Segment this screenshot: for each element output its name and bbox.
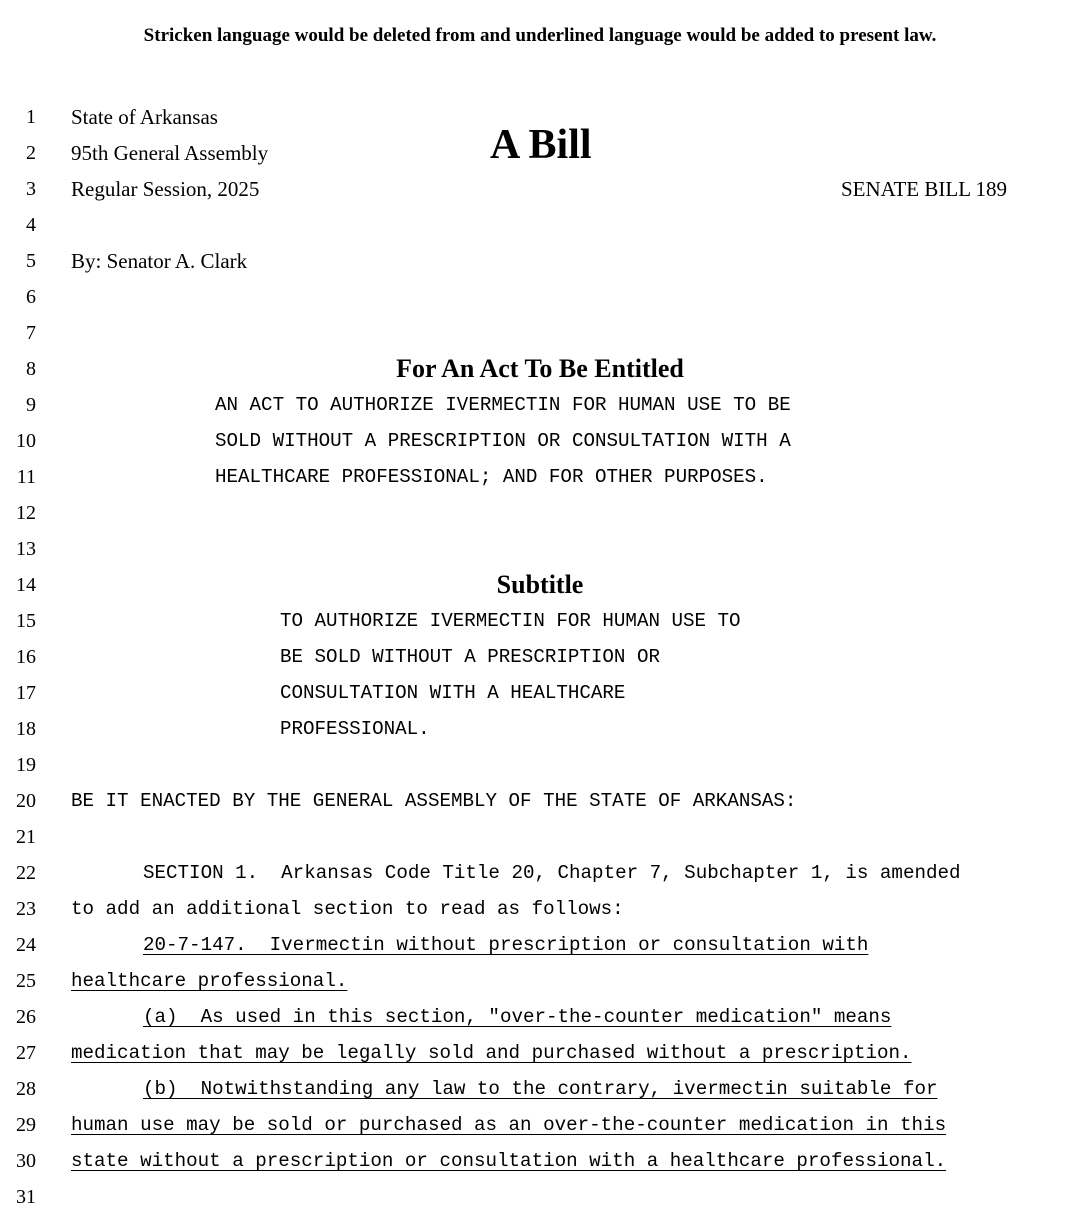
line-number: 6 — [26, 286, 36, 308]
subsection-a: (a) As used in this section, "over-the-counter medication" means — [143, 1006, 892, 1028]
general-assembly: 95th General Assembly — [71, 141, 269, 165]
state-name: State of Arkansas — [71, 105, 218, 129]
act-title-line: HEALTHCARE PROFESSIONAL; AND FOR OTHER PURPOSES. — [215, 466, 768, 488]
act-title-line: AN ACT TO AUTHORIZE IVERMECTIN FOR HUMAN USE TO BE — [215, 394, 791, 416]
session: Regular Session, 2025 — [71, 177, 260, 201]
line-number: 23 — [16, 898, 36, 920]
act-title-line: SOLD WITHOUT A PRESCRIPTION OR CONSULTATION WITH A — [215, 430, 791, 452]
line-number: 27 — [16, 1042, 36, 1064]
line-number: 8 — [26, 358, 36, 380]
line-number: 10 — [16, 430, 36, 452]
line-number: 18 — [16, 718, 36, 740]
line-number: 28 — [16, 1078, 36, 1100]
line-number: 1 — [26, 106, 36, 128]
line-number: 31 — [16, 1186, 36, 1208]
line-number: 14 — [16, 574, 36, 596]
line-number: 17 — [16, 682, 36, 704]
document-type-title: A Bill — [490, 122, 592, 168]
subsection-b: state without a prescription or consultation with a healthcare professional. — [71, 1150, 947, 1172]
line-number: 9 — [26, 394, 36, 416]
subsection-b: human use may be sold or purchased as an over-the-counter medication in this — [71, 1114, 947, 1136]
subtitle-line: TO AUTHORIZE IVERMECTIN FOR HUMAN USE TO — [280, 610, 741, 632]
new-code-section-heading: healthcare professional. — [71, 970, 348, 992]
sponsor: By: Senator A. Clark — [71, 249, 248, 273]
new-code-section-heading: 20-7-147. Ivermectin without prescription or consultation with — [143, 934, 869, 956]
line-number: 22 — [16, 862, 36, 884]
line-number: 7 — [26, 322, 36, 344]
line-number: 11 — [16, 466, 36, 488]
line-number: 21 — [16, 826, 36, 848]
line-number: 13 — [16, 538, 36, 560]
subtitle-heading: Subtitle — [496, 570, 584, 599]
enacting-clause: BE IT ENACTED BY THE GENERAL ASSEMBLY OF THE STATE OF ARKANSAS: — [71, 790, 797, 812]
line-number: 12 — [16, 502, 36, 524]
subtitle-line: BE SOLD WITHOUT A PRESCRIPTION OR — [280, 646, 660, 668]
line-number: 29 — [16, 1114, 36, 1136]
section-1-text: to add an additional section to read as follows: — [71, 898, 624, 920]
line-number: 15 — [16, 610, 36, 632]
line-number: 19 — [16, 754, 36, 776]
line-number: 3 — [26, 178, 36, 200]
bill-number: SENATE BILL 189 — [840, 177, 1007, 201]
subtitle-line: PROFESSIONAL. — [280, 718, 430, 740]
line-number: 5 — [26, 250, 36, 272]
subsection-a: medication that may be legally sold and purchased without a prescription. — [71, 1042, 912, 1064]
line-number: 24 — [16, 934, 36, 956]
amendment-notice: Stricken language would be deleted from and underlined language would be added to present law. — [143, 25, 937, 46]
line-number: 16 — [16, 646, 36, 668]
subtitle-line: CONSULTATION WITH A HEALTHCARE — [280, 682, 626, 704]
section-1-text: SECTION 1. Arkansas Code Title 20, Chapter 7, Subchapter 1, is amended — [143, 862, 961, 884]
act-heading: For An Act To Be Entitled — [396, 354, 684, 383]
line-number: 25 — [16, 970, 36, 992]
line-number: 2 — [26, 142, 36, 164]
line-number: 26 — [16, 1006, 36, 1028]
subsection-b: (b) Notwithstanding any law to the contrary, ivermectin suitable for — [143, 1078, 938, 1100]
line-number: 30 — [16, 1150, 36, 1172]
line-number: 20 — [16, 790, 36, 812]
line-number: 4 — [26, 214, 36, 236]
